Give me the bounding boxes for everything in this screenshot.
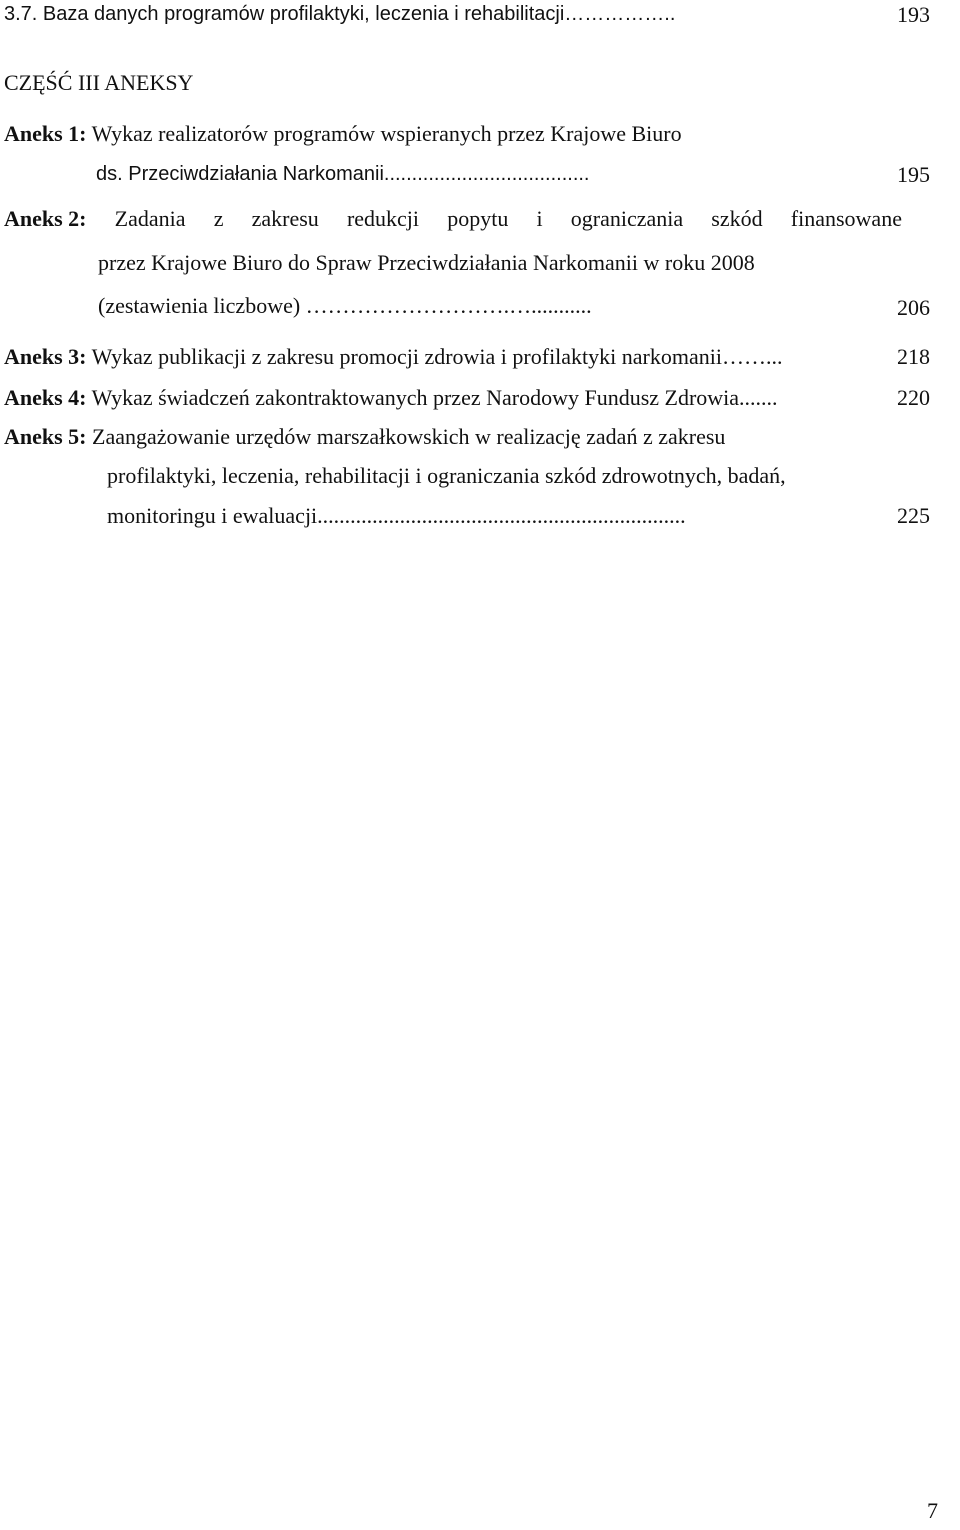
- aneks1-title-line1: Wykaz realizatorów programów wspieranych przez Krajowe Biuro: [91, 121, 682, 146]
- aneks3-page: 218: [897, 344, 930, 369]
- toc-entry-3-7: [4, 2, 960, 27]
- aneks1-page: 195: [897, 162, 930, 187]
- part-heading: CZĘŚĆ III ANEKSY: [4, 70, 194, 95]
- aneks2-word: i: [536, 206, 543, 231]
- aneks2-word: finansowane: [790, 206, 902, 231]
- aneks3-line: [4, 346, 960, 368]
- aneks4-line: [4, 387, 960, 409]
- aneks5-line3: monitoringu i ewaluacji...................................................................: [107, 503, 686, 528]
- toc-entry-3-7-text: 3.7. Baza danych programów profilaktyki, leczenia i rehabilitacji……………..: [4, 3, 676, 25]
- aneks2-word: popytu: [447, 206, 509, 231]
- aneks3-label: Aneks 3:: [4, 344, 87, 369]
- aneks5-line1: [4, 426, 960, 448]
- aneks4-page: 220: [897, 385, 930, 410]
- aneks2-word: zakresu: [251, 206, 319, 231]
- aneks1-line2: ds. Przeciwdziałania Narkomanii.....................................: [96, 163, 590, 185]
- toc-entry-3-7-page: 193: [897, 2, 930, 27]
- aneks1-label: Aneks 1:: [4, 121, 87, 146]
- aneks2-line2: przez Krajowe Biuro do Spraw Przeciwdziałania Narkomanii w roku 2008: [98, 250, 755, 275]
- aneks4-title: Wykaz świadczeń zakontraktowanych przez Narodowy Fundusz Zdrowia.......: [91, 385, 778, 410]
- aneks5-page: 225: [897, 503, 930, 528]
- aneks2-line3: (zestawienia liczbowe) ……………………….…...........: [98, 293, 592, 318]
- aneks5-title-line1: Zaangażowanie urzędów marszałkowskich w realizację zadań z zakresu: [92, 424, 726, 449]
- aneks2-word: szkód: [711, 206, 763, 231]
- aneks1-line1: [4, 123, 960, 145]
- aneks2-label: Aneks 2:: [4, 206, 87, 231]
- aneks2-page: 206: [897, 295, 930, 320]
- aneks5-label: Aneks 5:: [4, 424, 87, 449]
- aneks2-line1: [4, 208, 902, 230]
- aneks2-word: redukcji: [346, 206, 420, 231]
- aneks2-word: ograniczania: [570, 206, 684, 231]
- aneks3-title: Wykaz publikacji z zakresu promocji zdrowia i profilaktyki narkomanii……...: [91, 344, 783, 369]
- aneks2-word: z: [213, 206, 224, 231]
- aneks5-line2: profilaktyki, leczenia, rehabilitacji i ograniczania szkód zdrowotnych, badań,: [107, 463, 786, 488]
- aneks2-word: Zadania: [114, 206, 186, 231]
- page-number: 7: [927, 1498, 938, 1523]
- aneks4-label: Aneks 4:: [4, 385, 87, 410]
